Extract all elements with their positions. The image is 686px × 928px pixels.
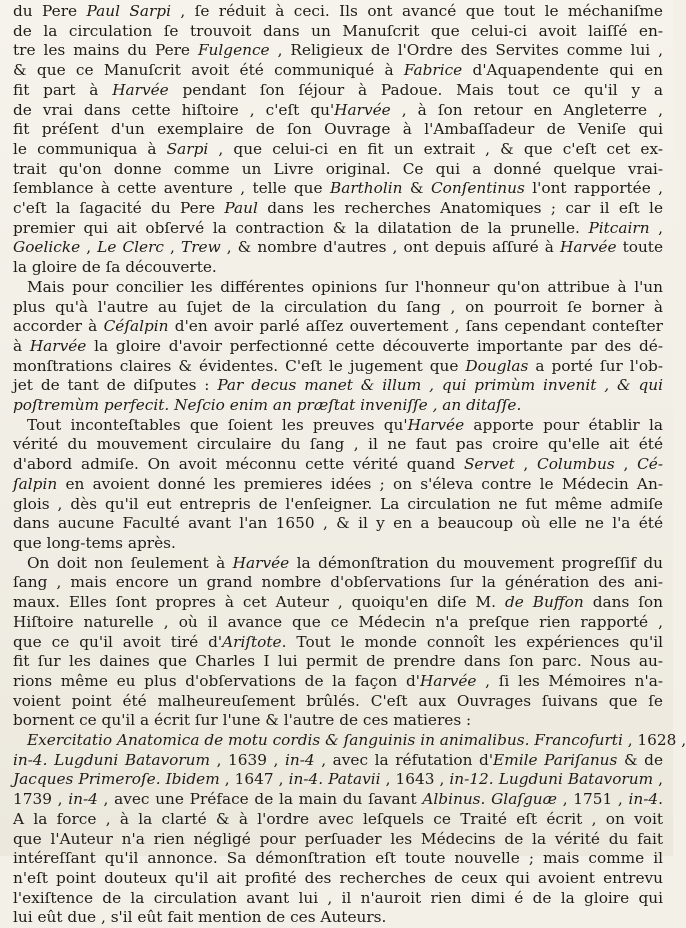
text-line: dans aucune Faculté avant l'an 1650 , & il y en a beaucoup où elle ne l'a été [13,514,663,533]
text-line: On doit non ſeulement à Harvée la démonſtration du mouvement progreſſif du [27,553,663,572]
text-line: in-4. Lugduni Batavorum , 1639 , in-4 , avec la réfutation d'Emile Pariſanus & de [13,750,664,769]
text-line: fit préſent d'un exemplaire de ſon Ouvrage à l'Ambaſſadeur de Veniſe qui [13,120,663,139]
text-line: à Harvée la gloire d'avoir perfectionné cette découverte importante par des dé- [13,336,663,355]
text-line: accorder à Céſalpin d'en avoir parlé aſſez ouvertement , ſans cependant conteſter [13,317,663,336]
text-line: glois , dès qu'il eut entrepris de l'enſeigner. La circulation ne fut même admiſe [13,494,663,513]
text-line: trait qu'on donne comme un Livre original. Ce qui a donné quelque vrai- [13,159,663,178]
paragraph [13,2,663,278]
text-line: que long-tems après. [13,533,176,552]
text-line: que l'Auteur n'a rien négligé pour perſuader les Médecins de la vérité du fait [13,829,663,848]
text-line: de la circulation ſe trouvoit dans un Manuſcrit que celui-ci avoit laiſſé en- [13,21,663,40]
text-line: de vrai dans cette hiſtoire , c'eſt qu'Harvée , à ſon retour en Angleterre , [13,100,663,119]
text-line: Goelicke , Le Clerc , Trew , & nombre d'autres , ont depuis aſſuré à Harvée toute [13,238,663,257]
text-line: Hiſtoire naturelle , où il avance que ce Médecin n'a preſque rien rapporté , [13,612,663,631]
text-line: vérité du mouvement circulaire du ſang , il ne faut pas croire qu'elle ait été [13,435,663,454]
text-line: Jacques Primeroſe. Ibidem , 1647 , in-4. Patavii , 1643 , in-12. Lugduni Batavorum , [13,770,664,789]
text-line: poſtremùm perfecit. Neſcio enim an præſtat inveniſſe , an ditaſſe. [13,396,522,415]
text-line: le communiqua à Sarpi , que celui-ci en fit un extrait , & que c'eſt cet ex- [13,139,663,158]
text-line: tre les mains du Pere Fulgence , Religieux de l'Ordre des Servites comme lui , [13,41,663,60]
text-line: que ce qu'il avoit tiré d'Ariſtote. Tout le monde connoît les expériences qu'il [13,632,663,651]
paragraph [13,731,686,928]
text-line: ſalpin en avoient donné les premieres idées ; on s'éleva contre le Médecin An- [13,474,663,493]
body-text [13,2,686,928]
text-line: l'exiſtence de la circulation avant lui , il n'auroit rien dimi é de la gloire qui [13,888,663,907]
text-line: fit part à Harvée pendant ſon ſéjour à Padoue. Mais tout ce qu'il y a [13,80,663,99]
text-line: ſang , mais encore un grand nombre d'obſervations ſur la génération des ani- [13,573,663,592]
text-line: c'eſt la ſagacité du Pere Paul dans les recherches Anatomiques ; car il eſt le [13,199,663,218]
text-line: Exercitatio Anatomica de motu cordis & ſanguinis in animalibus. Francofurti , 1628 , [27,731,686,750]
text-line: n'eſt point douteux qu'il ait profité des recherches de ceux qui avoient entrevu [13,868,663,887]
paragraph [13,278,663,416]
text-line: la gloire de ſa découverte. [13,258,217,277]
text-line: & que ce Manuſcrit avoit été communiqué à Fabrice d'Aquapendente qui en [13,61,663,80]
text-line: lui eût due , s'il eût fait mention de ces Auteurs. [13,908,387,927]
text-line: maux. Elles ſont propres à cet Auteur , quoiqu'en diſe M. de Buffon dans ſon [13,593,663,612]
text-line: bornent ce qu'il a écrit ſur l'une & l'autre de ces matieres : [13,711,472,730]
text-line: A la force , à la clarté & à l'ordre avec leſquels ce Traité eſt écrit , on voit [13,809,663,828]
text-line: du Pere Paul Sarpi , ſe réduit à ceci. Ils ont avancé que tout le méchaniſme [13,2,663,20]
text-line: premier qui ait obſervé la contraction & la dilatation de la prunelle. Pitcairn , [13,218,664,237]
text-line: Tout inconteſtables que ſoient les preuves qu'Harvée apporte pour établir la [27,415,664,434]
text-line: plus qu'à l'autre au ſujet de la circulation du ſang , on pourroit ſe borner à [13,297,663,316]
paragraph [13,416,663,554]
text-line: voient point été malheureuſement brûlés. C'eſt aux Ouvrages ſuivans que ſe [13,691,663,710]
text-line: d'abord admiſe. On avoit méconnu cette vérité quand Servet , Columbus , Cé- [13,455,664,474]
text-line: fit ſur les daines que Charles I lui permit de prendre dans ſon parc. Nous au- [13,652,663,671]
text-line: monſtrations claires & évidentes. C'eſt le jugement que Douglas a porté ſur l'ob- [13,356,663,375]
paragraph [13,554,663,731]
text-line: jet de tant de diſputes : Par decus manet & illum , qui primùm invenit , & qui [13,376,663,395]
text-line: ſemblance à cette aventure , telle que Bartholin & Conſentinus l'ont rapportée , [13,179,664,198]
text-line: rions même eu plus d'obſervations de la façon d'Harvée , ſi les Mémoires n'a- [13,671,663,690]
text-line: Mais pour concilier les différentes opinions ſur l'honneur qu'on attribue à l'un [27,277,663,296]
text-line: 1739 , in-4 , avec une Préface de la main du ſavant Albinus. Glaſguæ , 1751 , in-4. [13,790,663,809]
text-line: intéreſſant qu'il annonce. Sa démonſtration eſt toute nouvelle ; mais comme il [13,849,663,868]
